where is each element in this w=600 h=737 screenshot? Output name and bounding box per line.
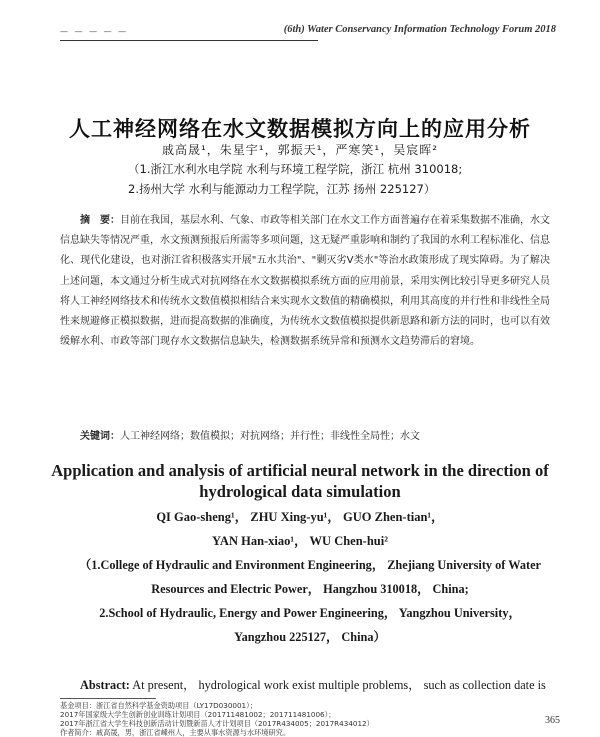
abstract-en-text: At present， hydrological work exist multiple problems， such as collection date is [129,678,546,692]
header-dashes: — — — — — [60,27,129,36]
affiliation-en-2: Resources and Electric Power， Hangzhou 310018， China; [151,582,469,596]
authors-en-line2: YAN Han-xiao¹， WU Chen-hui² [212,534,388,548]
header-rule [60,40,318,41]
footnotes [60,701,374,737]
abstract-cn-text: 目前在我国，基层水利、气象、市政等相关部门在水文工作方面普遍存在着采集数据不准确，水文信息缺失等情况严重，水文预测预报后所需等多项问题，这无疑严重影响和制约了我国的水利工程标准化、信息化、现代化建设，也对浙江省积极落实开展"五水共治"、"剿灭劣V类水"等治水政策形成了现实障碍。为了解决上述问题，本文通过分析生成式对抗网络在水文数据模拟系统方面的应用前景，采用实例比较引导更多研究人员将人工神经网络技术和传统水文数值模拟相结合来实现水文数值的精确模拟，利用其高度的并行性和非线性全局性来规避修正模拟数据，进而提高数据的准确度，为传统水文数值模拟提供新思路和新方法的同时，也可以有效缓解水利、市政等部门现存水文数据信息缺失，检测数据系统异常和预测水文趋势滞后的窘境。 [60,215,550,348]
abstract-en [80,675,560,693]
affiliation-en-3: 2.School of Hydraulic, Energy and Power Engineering， Yangzhou University， [99,606,521,620]
authors-cn: 戚高晟¹，朱星宇¹，郭振天¹，严寒笑¹，吴宸晖² [161,143,439,157]
page-number: 365 [545,715,560,726]
forum-title: (6th) Water Conservancy Information Technology Forum 2018 [283,24,556,35]
affiliation-cn-1: （1.浙江水利水电学院 水利与环境工程学院，浙江 杭州 310018; [128,162,463,176]
title-cn: 人工神经网络在水文数据模拟方向上的应用分析 [69,116,531,141]
footnote-author-bio: 作者简介：戚高晟，男，浙江省嵊州人，主要从事水资源与水环境研究。 [60,728,291,737]
abstract-cn [60,211,550,352]
keywords-cn-text: 人工神经网络；数值模拟；对抗网络；并行性；非线性全局性；水文 [120,431,420,442]
authors-en-line1: QI Gao-sheng¹， ZHU Xing-yu¹， GUO Zhen-tian¹， [156,510,444,524]
affiliation-cn-2: 2.扬州大学 水利与能源动力工程学院，江苏 扬州 225127） [128,182,436,196]
abstract-en-label: Abstract: [80,678,130,692]
affiliation-en-4: Yangzhou 225127， China） [234,630,386,644]
keywords-cn [80,427,420,442]
footnote-provincial-project: 2017年浙江省大学生科技创新活动计划暨新苗人才计划项目（2017R434005；2017R434012） [60,719,374,728]
footnote-rule [60,698,156,699]
keywords-cn-label: 关键词： [80,431,120,442]
running-header [60,24,556,40]
abstract-cn-label: 摘 要： [80,215,120,226]
footnote-national-project: 2017年国家级大学生创新创业训练计划项目（201711481002；201711481006）； [60,710,336,719]
affiliation-en-1: （1.College of Hydraulic and Environment Engineering， Zhejiang University of Water [78,558,542,572]
footnote-funding: 基金项目：浙江省自然科学基金资助项目（LY17D030001）； [60,701,257,710]
title-en: Application and analysis of artificial neural network in the direction of hydrological data simulation [51,461,549,501]
